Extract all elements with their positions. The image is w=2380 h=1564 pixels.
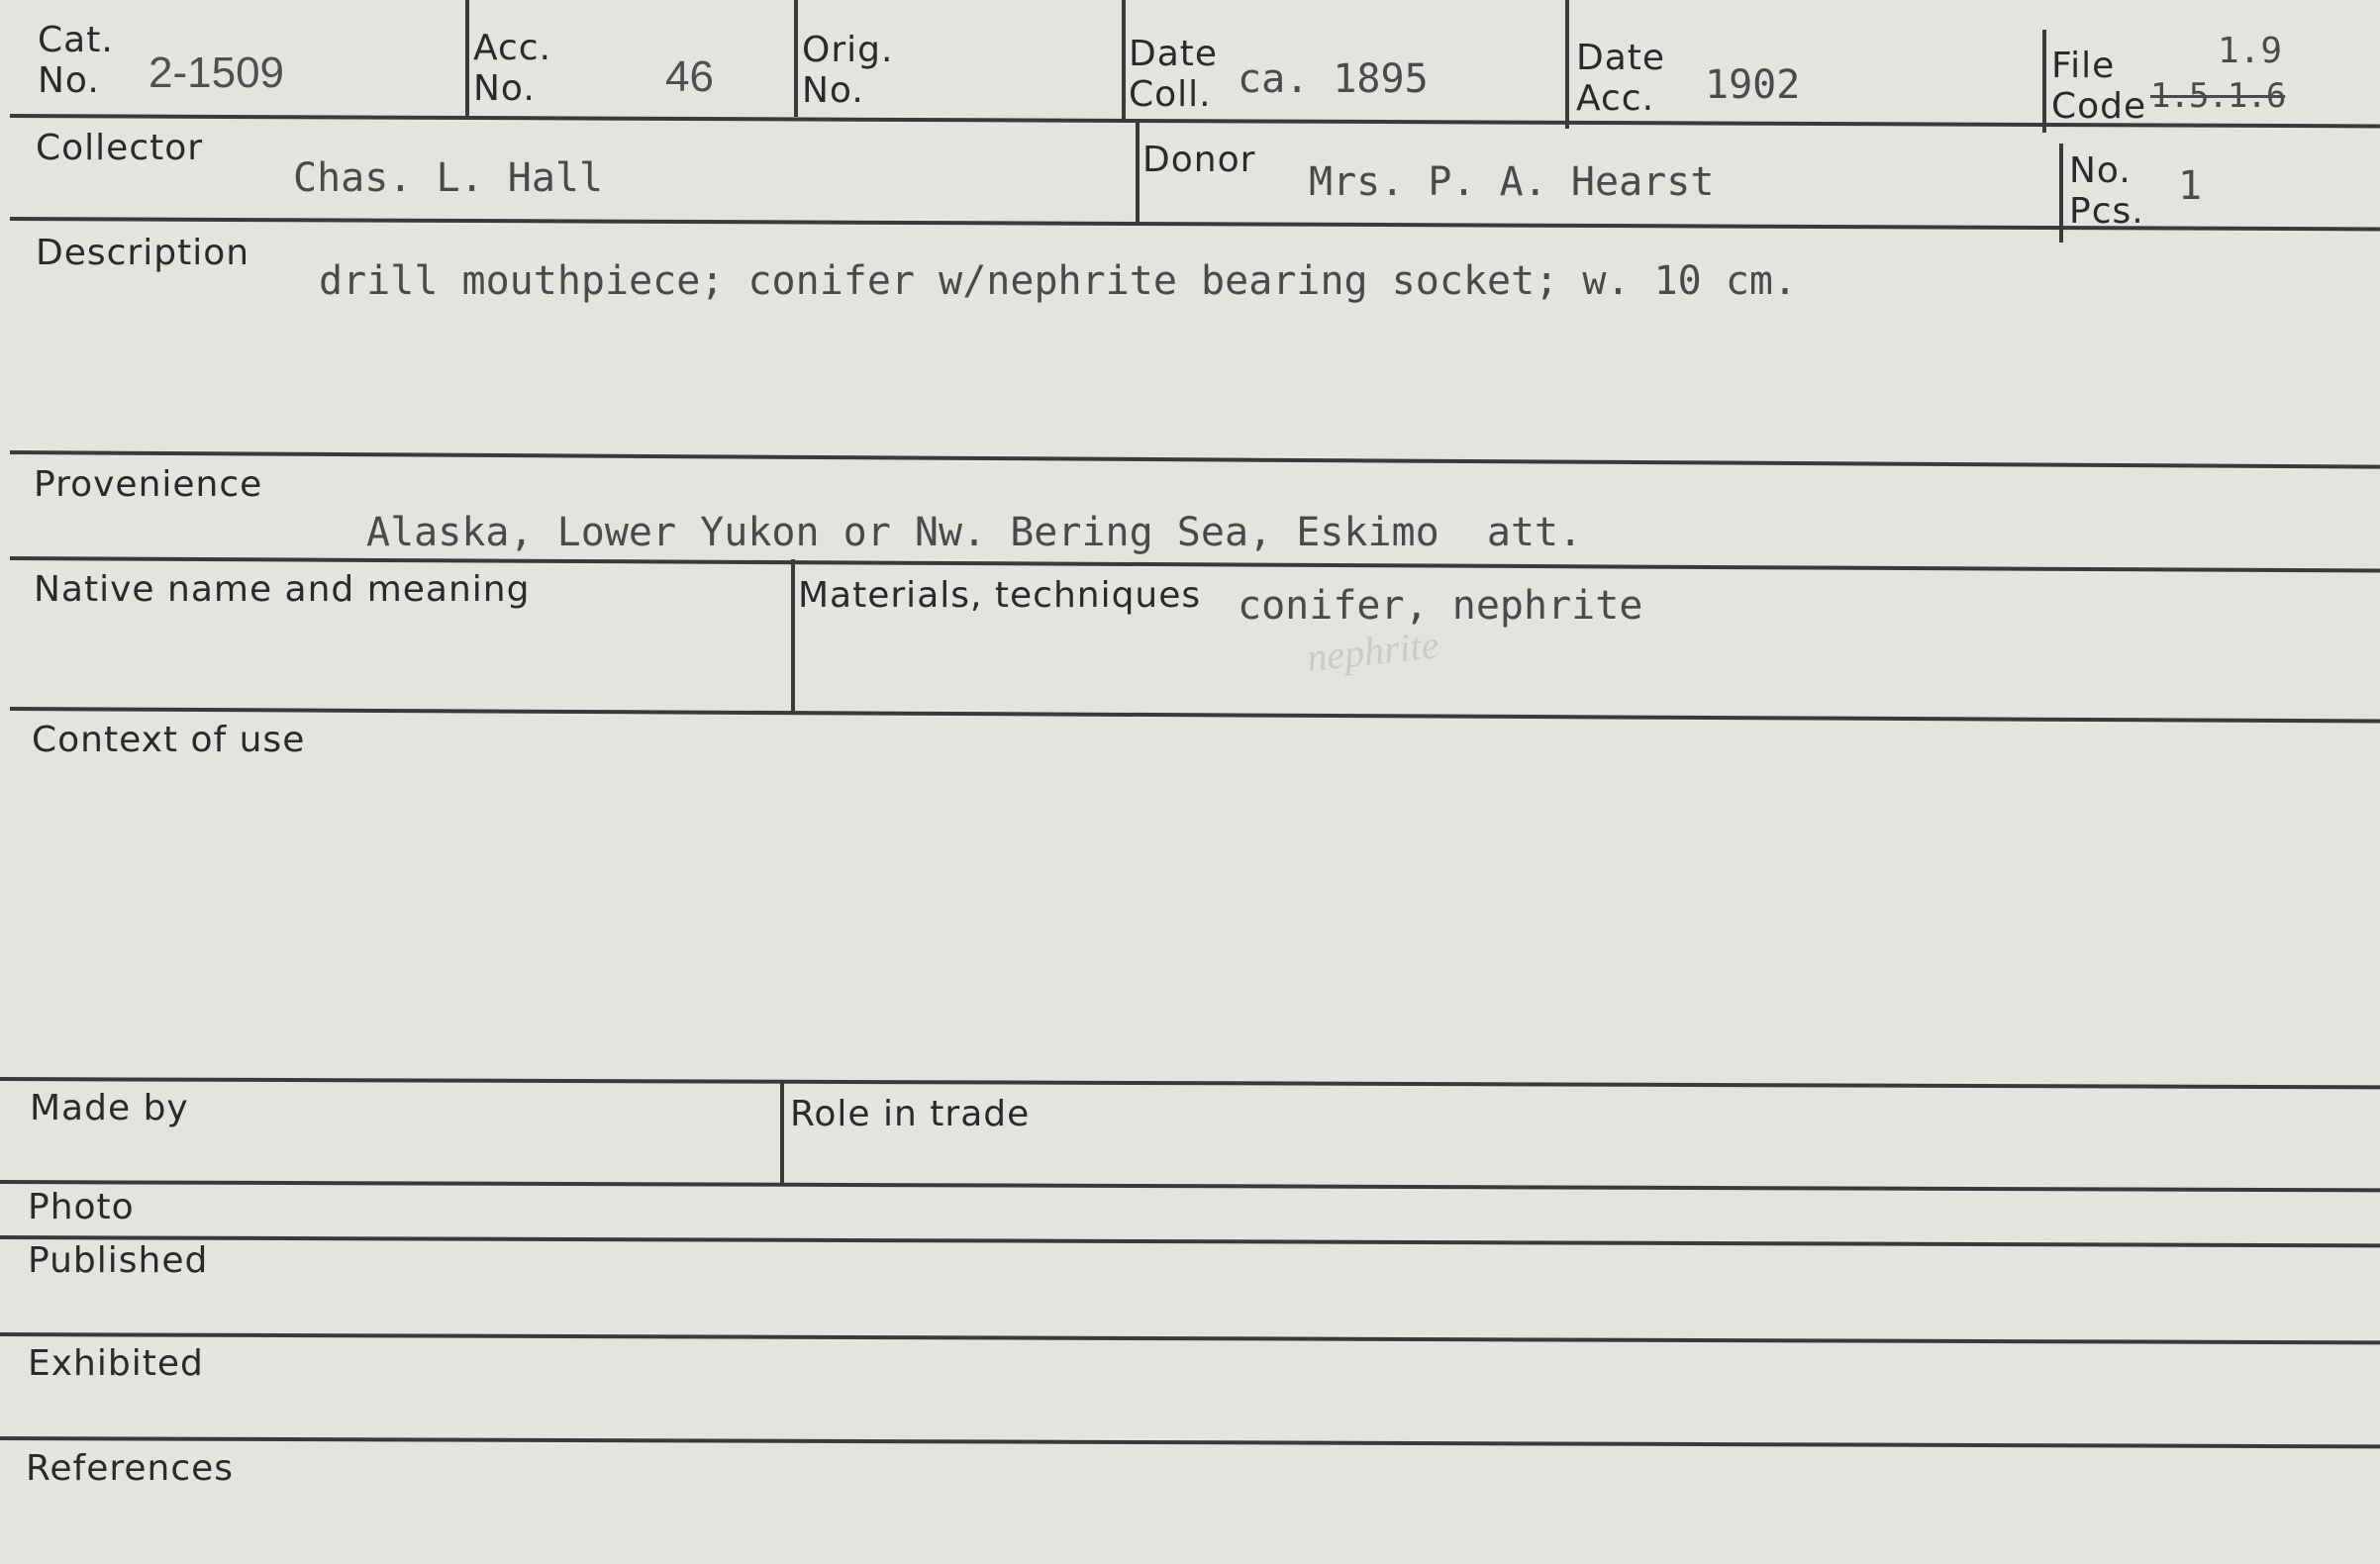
rule-v-native [791, 559, 795, 714]
orig-no-label: Orig. No. [802, 30, 894, 112]
file-code-value: 1.9 [2218, 31, 2283, 71]
materials-pencil-note: nephrite [1305, 622, 1441, 680]
provenience-value: Alaska, Lower Yukon or Nw. Bering Sea, Eskimo att. [366, 510, 1583, 555]
no-pcs-label: No. Pcs. [2069, 150, 2144, 233]
rule-v-cat [465, 0, 469, 116]
rule-photo-bottom [0, 1235, 2380, 1247]
rule-v-donor [2059, 144, 2063, 243]
file-code-struck-value: 1.5.1.6 [2150, 76, 2286, 116]
description-value: drill mouthpiece; conifer w/nephrite bearing socket; w. 10 cm. [319, 258, 1798, 304]
photo-label: Photo [28, 1187, 135, 1227]
date-coll-value: ca. 1895 [1238, 56, 1429, 102]
materials-value: conifer, nephrite [1238, 583, 1643, 629]
cat-no-label: Cat. No. [38, 20, 114, 102]
published-label: Published [28, 1240, 209, 1281]
date-coll-label: Date Coll. [1129, 34, 1219, 116]
acc-no-value: 46 [665, 52, 714, 101]
cat-no-value: 2-1509 [149, 49, 285, 97]
collector-label: Collector [36, 128, 204, 168]
context-label: Context of use [32, 720, 306, 760]
rule-v-orig [1122, 0, 1126, 119]
rule-description-bottom [10, 450, 2380, 469]
rule-v-collector [1136, 119, 1140, 226]
date-acc-label: Date Acc. [1576, 38, 1666, 120]
description-label: Description [36, 233, 250, 273]
acc-no-label: Acc. No. [473, 28, 552, 110]
rule-context-bottom [0, 1077, 2380, 1089]
no-pcs-value: 1 [2178, 163, 2203, 209]
provenience-label: Provenience [34, 464, 263, 505]
made-by-label: Made by [30, 1088, 189, 1128]
native-name-label: Native name and meaning [34, 569, 531, 610]
rule-exhibited-bottom [0, 1436, 2380, 1448]
donor-value: Mrs. P. A. Hearst [1309, 159, 1715, 205]
rule-v-datecoll [1565, 0, 1569, 129]
rule-top-header [10, 114, 2380, 128]
references-label: References [26, 1448, 235, 1489]
rule-madeby-bottom [0, 1180, 2380, 1192]
rule-v-dateacc [2042, 30, 2046, 133]
rule-v-madeby [780, 1080, 784, 1185]
collector-value: Chas. L. Hall [293, 155, 604, 201]
donor-label: Donor [1142, 140, 1256, 180]
file-code-label: File Code [2051, 46, 2147, 128]
materials-label: Materials, techniques [798, 575, 1202, 616]
rule-published-bottom [0, 1332, 2380, 1344]
rule-v-acc [794, 0, 798, 117]
rule-collector-bottom [10, 217, 2380, 231]
date-acc-value: 1902 [1705, 62, 1801, 108]
role-in-trade-label: Role in trade [790, 1094, 1031, 1134]
rule-native-bottom [10, 707, 2380, 724]
exhibited-label: Exhibited [28, 1343, 204, 1384]
